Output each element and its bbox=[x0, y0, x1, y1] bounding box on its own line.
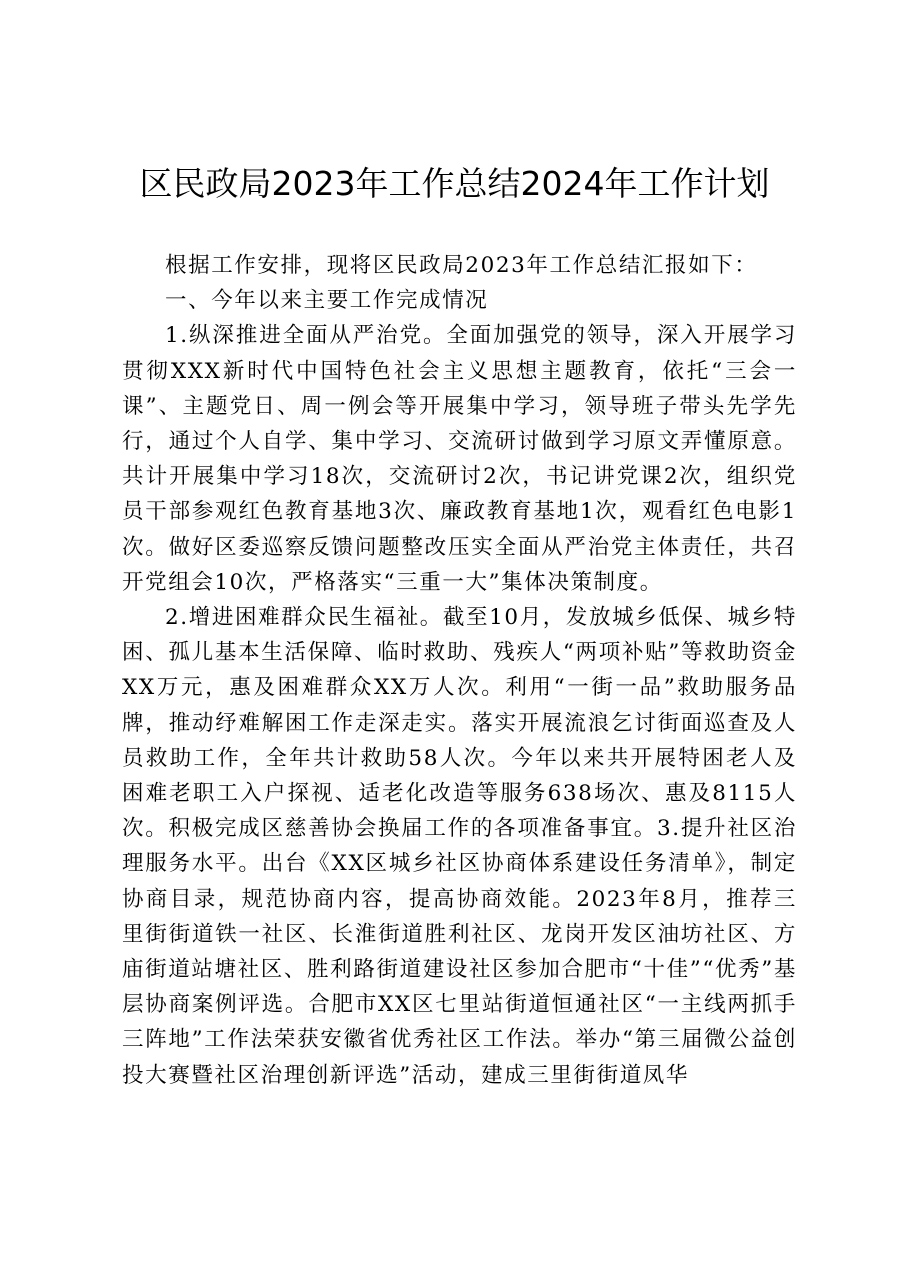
document-title: 区民政局2023年工作总结2024年工作计划 bbox=[139, 164, 770, 203]
paragraph-party-building: 1.纵深推进全面从严治党。全面加强党的领导，深入开展学习贯彻XXX新时代中国特色社会主义思想主题教育，依托“三会一课”、主题党日、周一例会等开展集中学习，领导班子带头先学先行，通过个人自学、集中学习、交流研讨做到学习原文弄懂原意。共计开展集中学习18次，交流研讨2次，书记讲党课2次，组织党员干部参观红色教育基地3次、廉政教育基地1次，观看红色电影1次。做好区委巡察反馈问题整改压实全面从严治党主体责任，共召开党组会10次，严格落实“三重一大”集体决策制度。 bbox=[122, 323, 797, 595]
paragraph-welfare: 2.增进困难群众民生福祉。截至10月，发放城乡低保、城乡特困、孤儿基本生活保障、临时救助、残疾人“两项补贴”等救助资金XX万元，惠及困难群众XX万人次。利用“一街一品”救助服务品牌，推动纾难解困工作走深走实。落实开展流浪乞讨街面巡查及人员救助工作，全年共计救助58人次。今年以来共开展特困老人及困难老职工入户探视、适老化改造等服务638场次、惠及8115人次。积极完成区慈善协会换届工作的各项准备事宜。3.提升社区治理服务水平。出台《XX区城乡社区协商体系建设任务清单》，制定协商目录，规范协商内容，提高协商效能。2023年8月，推荐三里街街道铁一社区、长淮街道胜利社区、龙岗开发区油坊社区、方庙街道站塘社区、胜利路街道建设社区参加合肥市“十佳”“优秀”基层协商案例评选。合肥市XX区七里站街道恒通社区“一主线两抓手三阵地”工作法荣获安徽省优秀社区工作法。举办“第三届微公益创投大赛暨社区治理创新评选”活动，建成三里街街道凤华 bbox=[122, 605, 797, 1088]
intro-paragraph: 根据工作安排，现将区民政局2023年工作总结汇报如下： bbox=[165, 253, 758, 278]
section-heading: 一、今年以来主要工作完成情况 bbox=[165, 288, 489, 314]
document-body bbox=[122, 248, 797, 1093]
